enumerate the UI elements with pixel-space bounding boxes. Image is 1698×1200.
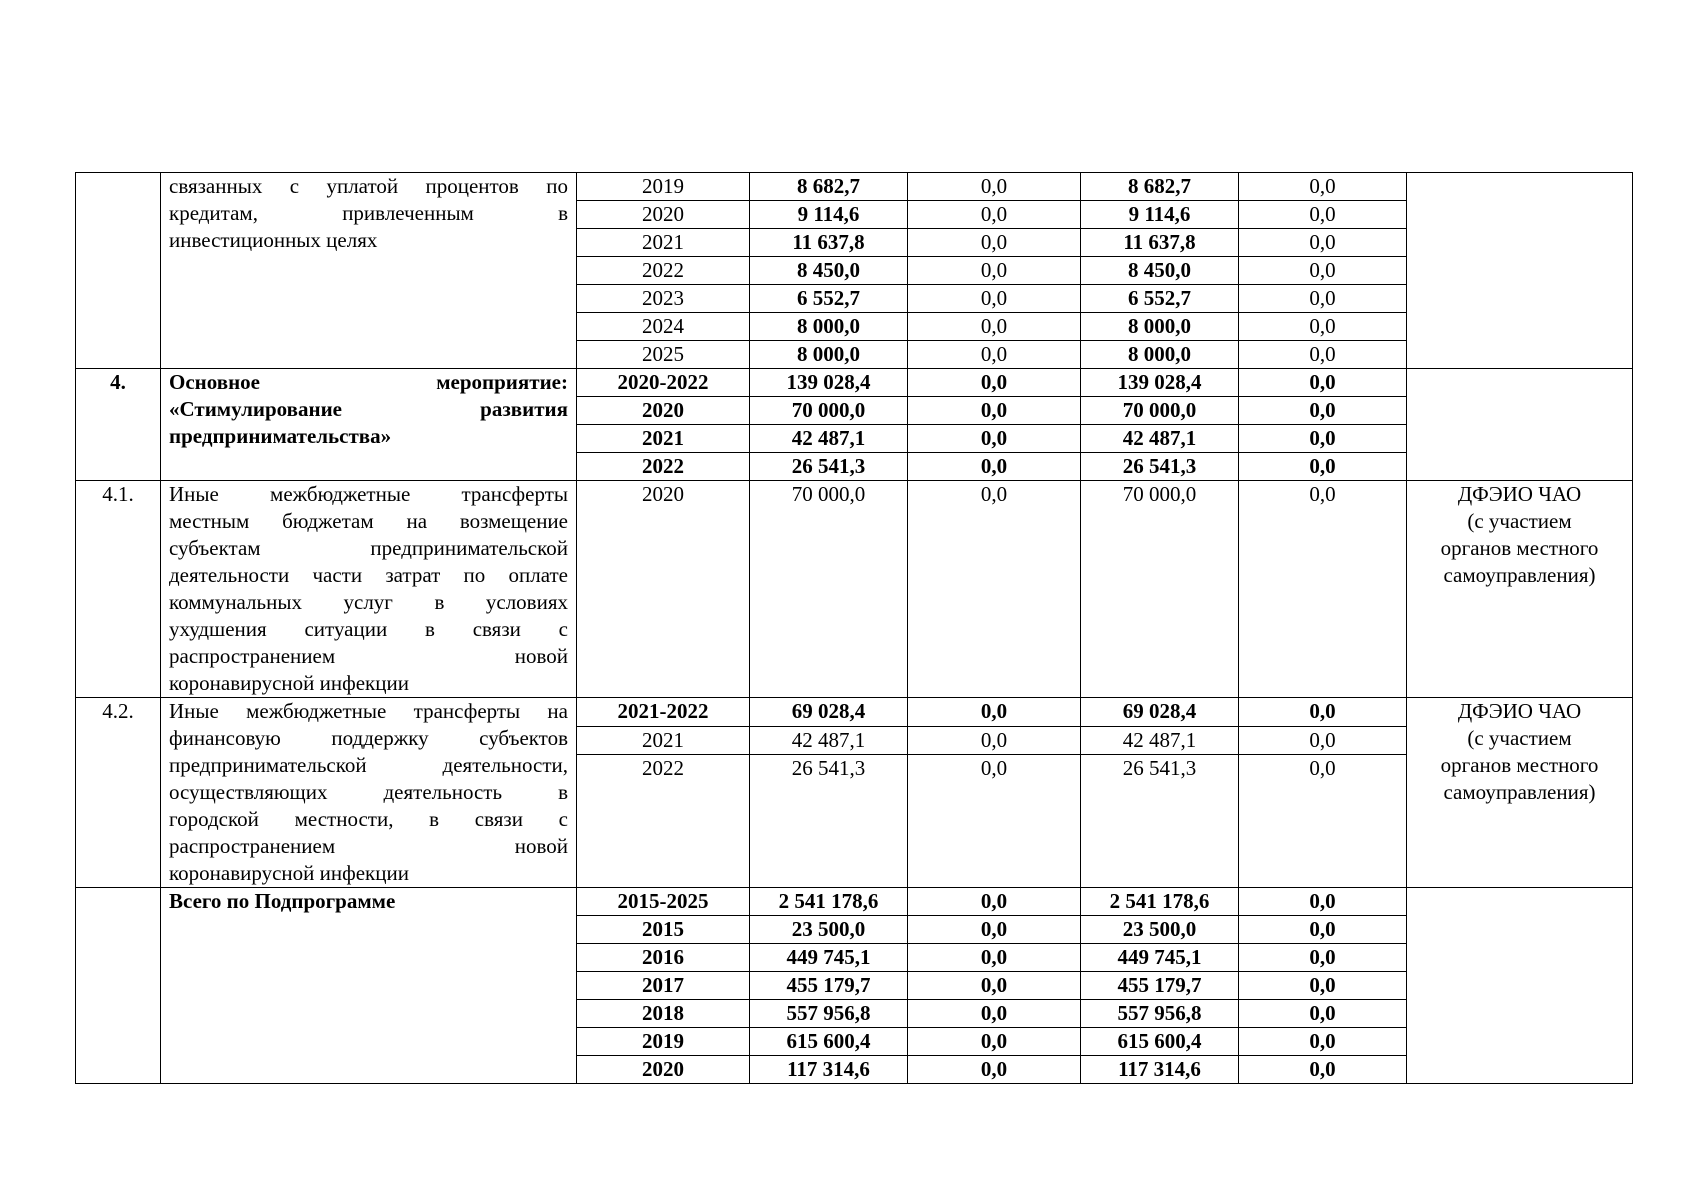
federal-cell: 0,0 [908, 1028, 1081, 1056]
regional-cell: 8 450,0 [1081, 257, 1239, 285]
total-cell: 615 600,4 [750, 1028, 908, 1056]
year-cell: 2021-2022 [577, 698, 750, 727]
measure-number [76, 173, 161, 369]
description-line: коронавирусной инфекции [169, 861, 409, 885]
year-cell: 2018 [577, 1000, 750, 1028]
responsible-executor [1407, 888, 1633, 1084]
measure-description [161, 481, 577, 698]
description-line: осуществляющих деятельность в [169, 780, 568, 804]
other-cell: 0,0 [1239, 698, 1407, 727]
other-cell: 0,0 [1239, 453, 1407, 481]
responsible-executor [1407, 369, 1633, 481]
measure-description [161, 173, 577, 369]
responsible-line: ДФЭИО ЧАО [1457, 699, 1582, 723]
budget-table-body [76, 173, 1633, 1084]
total-cell: 557 956,8 [750, 1000, 908, 1028]
year-cell: 2019 [577, 173, 750, 201]
other-cell: 0,0 [1239, 755, 1407, 888]
regional-cell: 8 682,7 [1081, 173, 1239, 201]
table-row [76, 698, 1633, 727]
federal-cell: 0,0 [908, 755, 1081, 888]
regional-cell: 42 487,1 [1081, 425, 1239, 453]
responsible-executor [1407, 698, 1633, 888]
federal-cell: 0,0 [908, 397, 1081, 425]
total-cell: 9 114,6 [750, 201, 908, 229]
description-line: распространением новой [169, 644, 568, 668]
measure-number: 4.2. [76, 698, 161, 888]
description-line: кредитам, привлеченным в [169, 201, 568, 225]
description-line: деятельности части затрат по оплате [169, 563, 568, 587]
federal-cell: 0,0 [908, 916, 1081, 944]
other-cell: 0,0 [1239, 313, 1407, 341]
other-cell: 0,0 [1239, 229, 1407, 257]
description-line: финансовую поддержку субъектов [169, 726, 568, 750]
total-cell: 11 637,8 [750, 229, 908, 257]
total-cell: 69 028,4 [750, 698, 908, 727]
regional-cell: 23 500,0 [1081, 916, 1239, 944]
measure-number: 4.1. [76, 481, 161, 698]
regional-cell: 557 956,8 [1081, 1000, 1239, 1028]
total-cell: 455 179,7 [750, 972, 908, 1000]
regional-cell: 449 745,1 [1081, 944, 1239, 972]
description-line: инвестиционных целях [169, 228, 378, 252]
total-cell: 139 028,4 [750, 369, 908, 397]
federal-cell: 0,0 [908, 285, 1081, 313]
federal-cell: 0,0 [908, 257, 1081, 285]
responsible-line: самоуправления) [1443, 780, 1596, 804]
year-cell: 2020 [577, 481, 750, 698]
year-cell: 2021 [577, 726, 750, 755]
year-cell: 2025 [577, 341, 750, 369]
total-cell: 23 500,0 [750, 916, 908, 944]
regional-cell: 26 541,3 [1081, 755, 1239, 888]
regional-cell: 139 028,4 [1081, 369, 1239, 397]
total-cell: 449 745,1 [750, 944, 908, 972]
description-line: субъектам предпринимательской [169, 536, 568, 560]
other-cell: 0,0 [1239, 726, 1407, 755]
responsible-line: ДФЭИО ЧАО [1457, 482, 1582, 506]
description-line: Иные межбюджетные трансферты [169, 482, 568, 506]
other-cell: 0,0 [1239, 1000, 1407, 1028]
description-line: коронавирусной инфекции [169, 671, 409, 695]
year-cell: 2015 [577, 916, 750, 944]
other-cell: 0,0 [1239, 369, 1407, 397]
description-line: местным бюджетам на возмещение [169, 509, 568, 533]
regional-cell: 42 487,1 [1081, 726, 1239, 755]
table-row [76, 173, 1633, 201]
federal-cell: 0,0 [908, 481, 1081, 698]
responsible-executor [1407, 173, 1633, 369]
total-cell: 26 541,3 [750, 755, 908, 888]
federal-cell: 0,0 [908, 341, 1081, 369]
table-row [76, 481, 1633, 698]
total-cell: 42 487,1 [750, 726, 908, 755]
total-cell: 8 000,0 [750, 313, 908, 341]
total-cell: 8 682,7 [750, 173, 908, 201]
year-cell: 2020 [577, 201, 750, 229]
other-cell: 0,0 [1239, 1056, 1407, 1084]
regional-cell: 11 637,8 [1081, 229, 1239, 257]
other-cell: 0,0 [1239, 285, 1407, 313]
description-line: Иные межбюджетные трансферты на [169, 699, 568, 723]
responsible-line: самоуправления) [1443, 563, 1596, 587]
regional-cell: 455 179,7 [1081, 972, 1239, 1000]
year-cell: 2022 [577, 453, 750, 481]
measure-description [161, 369, 577, 481]
federal-cell: 0,0 [908, 1000, 1081, 1028]
regional-cell: 8 000,0 [1081, 313, 1239, 341]
responsible-line: (с участием [1467, 726, 1572, 750]
total-cell: 70 000,0 [750, 397, 908, 425]
federal-cell: 0,0 [908, 229, 1081, 257]
year-cell: 2020 [577, 1056, 750, 1084]
federal-cell: 0,0 [908, 888, 1081, 916]
regional-cell: 8 000,0 [1081, 341, 1239, 369]
federal-cell: 0,0 [908, 201, 1081, 229]
federal-cell: 0,0 [908, 453, 1081, 481]
year-cell: 2020-2022 [577, 369, 750, 397]
other-cell: 0,0 [1239, 1028, 1407, 1056]
year-cell: 2020 [577, 397, 750, 425]
description-line: ухудшения ситуации в связи с [169, 617, 568, 641]
total-cell: 70 000,0 [750, 481, 908, 698]
description-line: предпринимательства» [169, 424, 392, 448]
responsible-line: органов местного [1440, 753, 1599, 777]
other-cell: 0,0 [1239, 257, 1407, 285]
table-row [76, 369, 1633, 397]
year-cell: 2021 [577, 425, 750, 453]
total-cell: 8 000,0 [750, 341, 908, 369]
other-cell: 0,0 [1239, 173, 1407, 201]
federal-cell: 0,0 [908, 726, 1081, 755]
year-cell: 2017 [577, 972, 750, 1000]
responsible-line: (с участием [1467, 509, 1572, 533]
description-line: распространением новой [169, 834, 568, 858]
other-cell: 0,0 [1239, 481, 1407, 698]
responsible-executor [1407, 481, 1633, 698]
table-row [76, 888, 1633, 916]
year-cell: 2023 [577, 285, 750, 313]
year-cell: 2021 [577, 229, 750, 257]
federal-cell: 0,0 [908, 313, 1081, 341]
federal-cell: 0,0 [908, 173, 1081, 201]
year-cell: 2019 [577, 1028, 750, 1056]
year-cell: 2015-2025 [577, 888, 750, 916]
budget-table [75, 172, 1633, 1084]
measure-description [161, 698, 577, 888]
description-line: «Стимулирование развития [169, 397, 568, 421]
total-cell: 117 314,6 [750, 1056, 908, 1084]
regional-cell: 117 314,6 [1081, 1056, 1239, 1084]
total-cell: 2 541 178,6 [750, 888, 908, 916]
description-line: городской местности, в связи с [169, 807, 568, 831]
regional-cell: 70 000,0 [1081, 481, 1239, 698]
total-cell: 8 450,0 [750, 257, 908, 285]
year-cell: 2016 [577, 944, 750, 972]
other-cell: 0,0 [1239, 916, 1407, 944]
description-line: коммунальных услуг в условиях [169, 590, 568, 614]
other-cell: 0,0 [1239, 944, 1407, 972]
total-cell: 6 552,7 [750, 285, 908, 313]
regional-cell: 2 541 178,6 [1081, 888, 1239, 916]
federal-cell: 0,0 [908, 1056, 1081, 1084]
other-cell: 0,0 [1239, 341, 1407, 369]
regional-cell: 9 114,6 [1081, 201, 1239, 229]
regional-cell: 70 000,0 [1081, 397, 1239, 425]
measure-number: 4. [76, 369, 161, 481]
other-cell: 0,0 [1239, 201, 1407, 229]
description-line: предпринимательской деятельности, [169, 753, 568, 777]
total-cell: 26 541,3 [750, 453, 908, 481]
federal-cell: 0,0 [908, 944, 1081, 972]
year-cell: 2024 [577, 313, 750, 341]
federal-cell: 0,0 [908, 425, 1081, 453]
year-cell: 2022 [577, 257, 750, 285]
federal-cell: 0,0 [908, 369, 1081, 397]
federal-cell: 0,0 [908, 972, 1081, 1000]
regional-cell: 6 552,7 [1081, 285, 1239, 313]
regional-cell: 69 028,4 [1081, 698, 1239, 727]
description-line: связанных с уплатой процентов по [169, 174, 568, 198]
other-cell: 0,0 [1239, 972, 1407, 1000]
grand-total-label: Всего по Подпрограмме [161, 888, 577, 1084]
federal-cell: 0,0 [908, 698, 1081, 727]
regional-cell: 26 541,3 [1081, 453, 1239, 481]
description-line: Основное мероприятие: [169, 370, 568, 394]
regional-cell: 615 600,4 [1081, 1028, 1239, 1056]
responsible-line: органов местного [1440, 536, 1599, 560]
other-cell: 0,0 [1239, 888, 1407, 916]
measure-number [76, 888, 161, 1084]
other-cell: 0,0 [1239, 425, 1407, 453]
year-cell: 2022 [577, 755, 750, 888]
other-cell: 0,0 [1239, 397, 1407, 425]
total-cell: 42 487,1 [750, 425, 908, 453]
